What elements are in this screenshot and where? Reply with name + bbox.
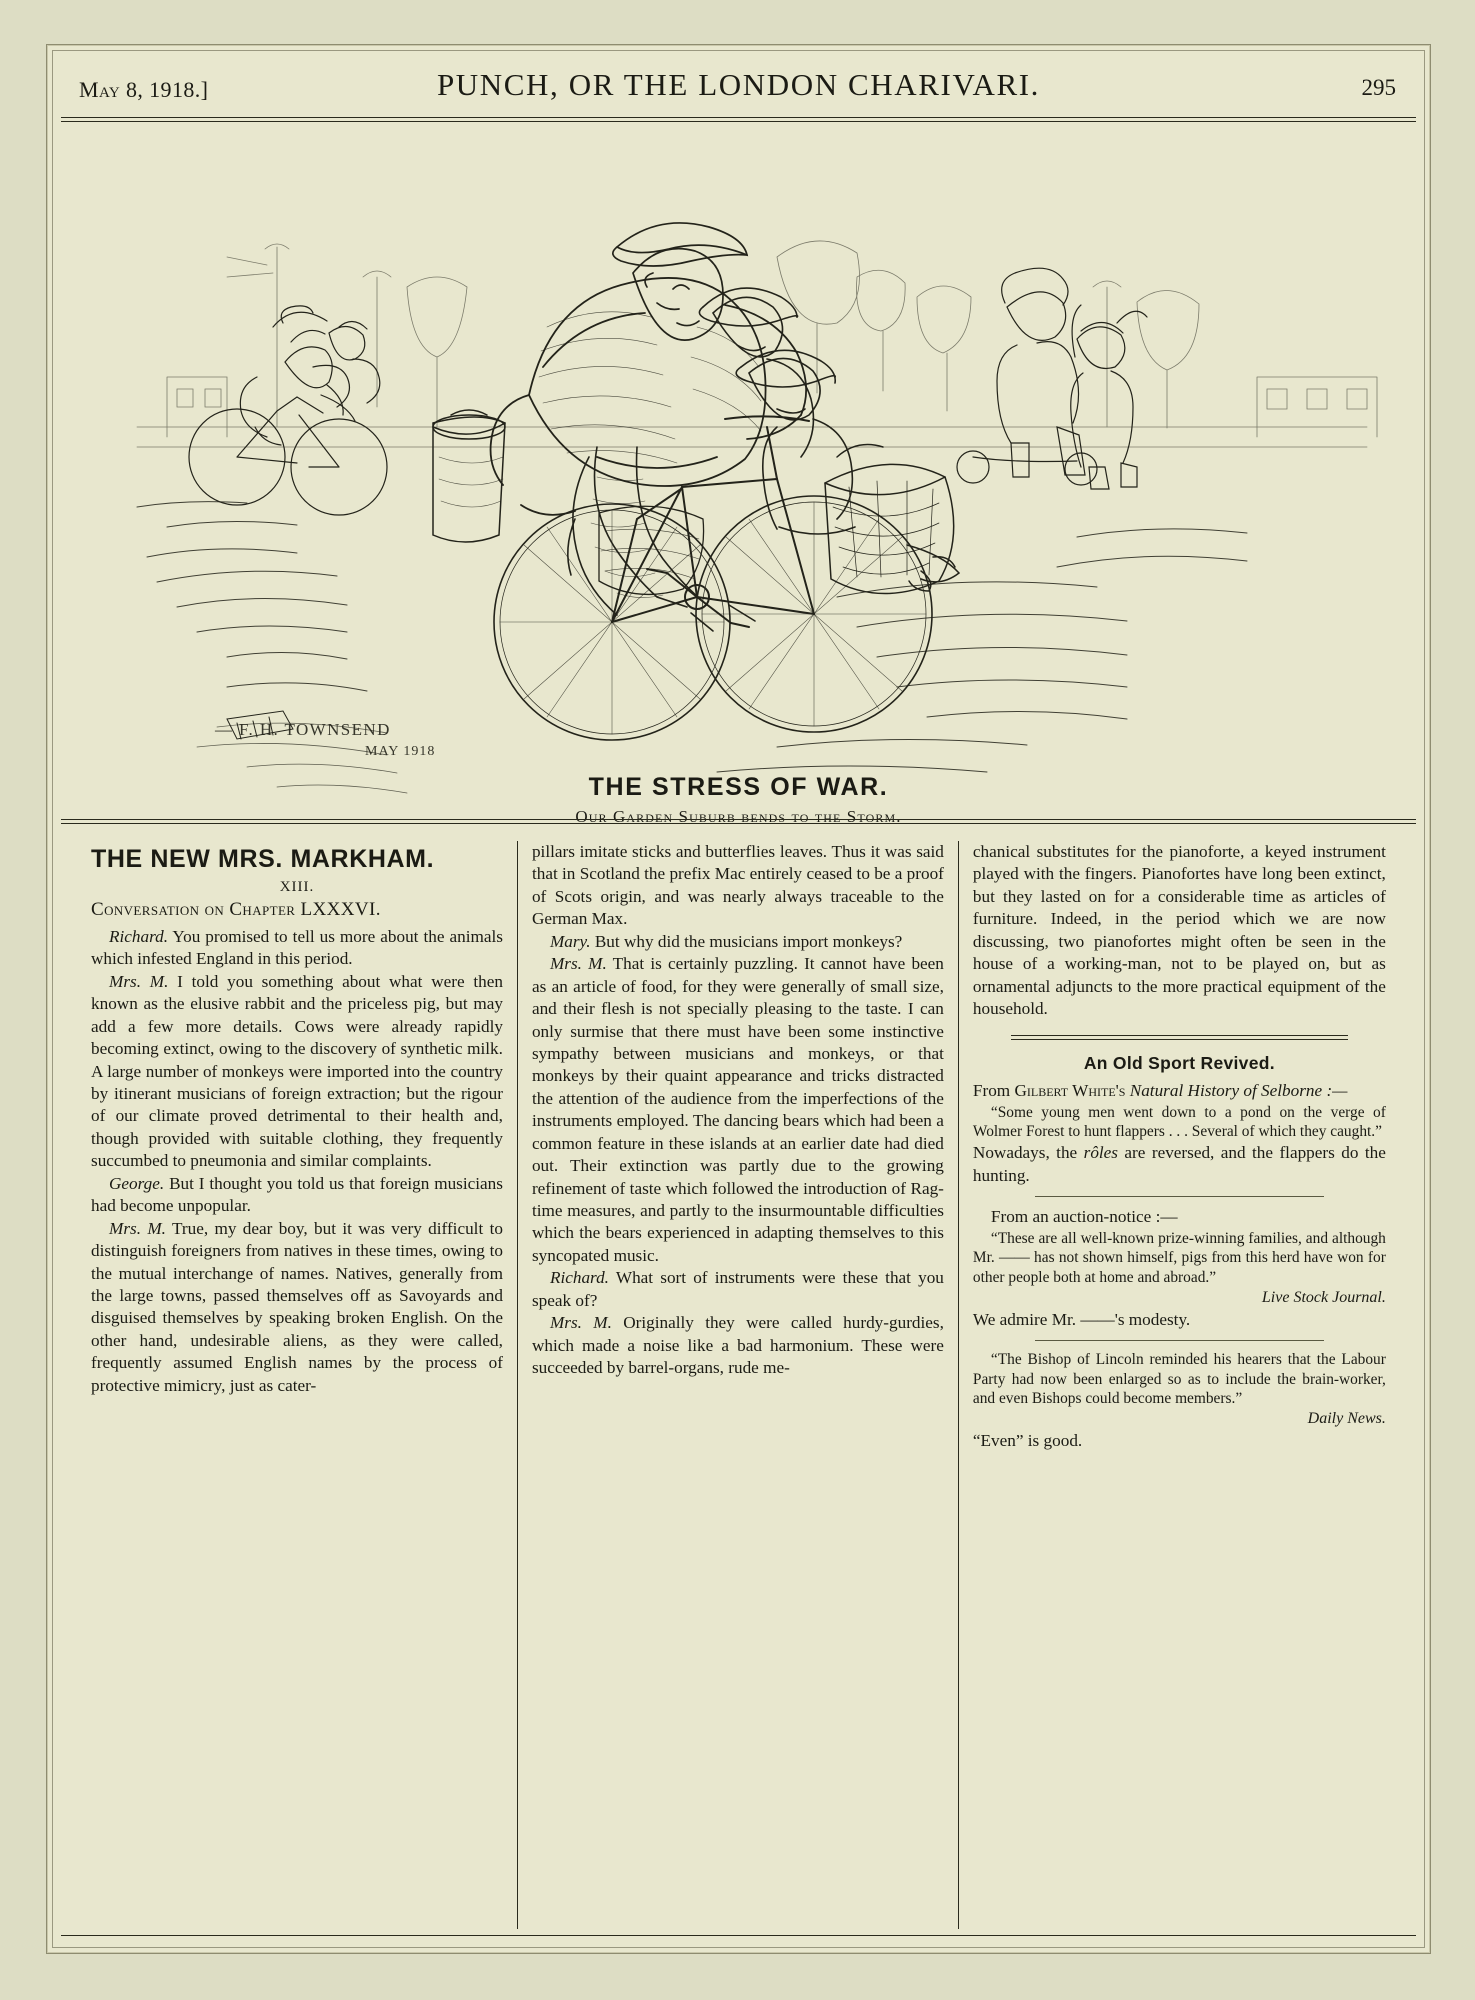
paragraph — [91, 971, 503, 1173]
paragraph — [91, 1218, 503, 1398]
paragraph-text: True, my dear boy, but it was very difficult to distinguish foreigners from natives in these times, owing to the mutual interchange of names. Natives, generally from the large towns, passed themselves off as Savoyards and disguised themselves by speaking broken English. On the other hand, undesirable aliens, as they were called, frequently assumed English names by the process of protective mimicry, just as cater- — [91, 1218, 503, 1395]
paragraph — [532, 953, 944, 1267]
paragraph — [532, 1312, 944, 1379]
filler-heading-old-sport: An Old Sport Revived. — [1083, 1052, 1275, 1073]
paragraph — [91, 926, 503, 971]
section-rule — [61, 819, 1416, 820]
item-divider — [1011, 1035, 1348, 1040]
speaker-name: Mrs. M. — [109, 1218, 166, 1238]
article-headline: THE NEW MRS. MARKHAM. — [91, 845, 435, 873]
svg-text:— F. H. TOWNSEND: — F. H. TOWNSEND — [215, 720, 391, 739]
masthead-rule — [61, 117, 1416, 118]
intro-text: From — [972, 1081, 1015, 1101]
cartoon-caption-subtitle: Our Garden Suburb bends to the Storm. — [575, 807, 902, 826]
comment-text: Nowadays, the — [972, 1143, 1084, 1163]
paragraph-text: I told you something about what were then known as the elusive rabbit and the priceless pig, but may add a few more details. Cows were already rapidly becoming extinct, owing to the discovery of synthetic milk. A large number of monkeys were imported into the country by itinerant musicians of foreign extraction; but the rigour of our climate proved detrimental to their health and, though provided with suitable clothing, they frequently succumbed to pneumonia and similar complaints. — [91, 971, 503, 1171]
paragraph — [91, 1173, 503, 1218]
magazine-page — [46, 44, 1431, 1954]
quoted-extract: “Some young men went down to a pond on the verge of Wolmer Forest to hunt flappers . . . Several of which they caught.” — [972, 1103, 1386, 1141]
cartoon-illustration — [77, 127, 1397, 817]
article-columns — [77, 841, 1400, 1929]
paragraph-text: But why did the musicians import monkeys? — [590, 931, 903, 951]
page-number: 295 — [1361, 75, 1396, 100]
paragraph — [973, 1430, 1386, 1452]
svg-text:MAY 1918: MAY 1918 — [365, 744, 436, 759]
speaker-name: Mrs. M. — [549, 954, 607, 974]
speaker-name: Richard. — [549, 1268, 609, 1288]
quote-attribution: Daily News. — [1307, 1410, 1386, 1428]
paragraph-text: But I thought you told us that foreign musicians had become unpopular. — [91, 1173, 503, 1216]
book-title: Natural History of Selborne :— — [1125, 1081, 1348, 1101]
quoted-extract: “These are all well-known prize-winning families, and although Mr. —— has not shown himself, pigs from this herd have won for other people both at home and abroad.” — [972, 1229, 1386, 1286]
paragraph — [532, 841, 944, 931]
speaker-name: Mrs. M. — [549, 1313, 612, 1333]
auction-intro: From an auction-notice :— — [990, 1207, 1178, 1227]
issue-date: May 8, 1918.] — [79, 77, 209, 102]
italic-word: rôles — [1083, 1143, 1118, 1163]
paragraph-text: You promised to tell us more about the animals which infested England in this period. — [91, 926, 503, 969]
chapter-number: XIII. — [279, 878, 315, 895]
speaker-name: Mary. — [549, 931, 591, 951]
paragraph — [532, 931, 944, 953]
quoted-extract: “The Bishop of Lincoln reminded his hearers that the Labour Party had now been enlarged so as to include the brain-worker, and even Bishops could become members.” — [972, 1350, 1386, 1408]
speaker-name: Mrs. M. — [109, 971, 169, 991]
speaker-name: George. — [109, 1173, 165, 1193]
column-two — [518, 841, 959, 1929]
column-one — [77, 841, 518, 1929]
comment-text: We admire Mr. ——'s modesty. — [972, 1309, 1191, 1329]
column-three — [959, 841, 1400, 1929]
comment-text: “Even” is good. — [972, 1431, 1083, 1451]
paragraph — [973, 1080, 1386, 1102]
paragraph — [973, 841, 1386, 1021]
author-name: Gilbert White's — [1014, 1081, 1126, 1101]
paragraph — [973, 1142, 1386, 1187]
speaker-name: Richard. — [109, 926, 169, 946]
item-divider — [1035, 1340, 1324, 1341]
cartoon-caption-title: THE STRESS OF WAR. — [588, 773, 889, 801]
publication-title: PUNCH, OR THE LONDON CHARIVARI. — [436, 67, 1041, 102]
paragraph-text: What sort of instruments were these that you speak of? — [531, 1268, 944, 1310]
paragraph — [973, 1309, 1386, 1331]
paragraph-text: Originally they were called hurdy-gurdies, which made a noise like a bad harmonium. These were succeeded by barrel-organs, rude me- — [531, 1313, 944, 1378]
masthead — [65, 59, 1412, 115]
paragraph-text: chanical substitutes for the pianoforte, a keyed instrument played with the fingers. Pianofortes have long been extinct, but they lasted on for a considerable time as articles of furniture. Indeed, in the period which we are now discussing, two pianofortes might often be seen in the house of a working-man, not to be played on, but as ornamental adjuncts to the more practical equipment of the household. — [972, 842, 1386, 1019]
conversation-subtitle: Conversation on Chapter LXXXVI. — [91, 899, 381, 921]
paragraph-text: pillars imitate sticks and butterflies leaves. Thus it was said that in Scotland the prefix Mac entirely ceased to be a proof of Scots origin, and was nearly always traceable to the German Max. — [531, 842, 944, 929]
comment-text-end: are reversed, and the flappers do the hunting. — [972, 1143, 1386, 1185]
item-divider — [1035, 1196, 1324, 1197]
paragraph — [532, 1267, 944, 1312]
quote-attribution: Live Stock Journal. — [1261, 1288, 1386, 1306]
paragraph — [973, 1206, 1386, 1228]
bottom-rule — [61, 1935, 1416, 1936]
paragraph-text: That is certainly puzzling. It cannot have been as an article of food, for they were generally of small size, and their flesh is not specially pleasing to the taste. I can only surmise that there must have been some instinctive sympathy between musicians and monkeys, or that monkeys by their quaint appearance and tricks distracted the attention of the audience from the imperfections of the instruments employed. The dancing bears which had been a common feature in these islands at an earlier date had died out. Their extinction was partly due to the growing refinement of taste which followed the introduction of Rag-time measures, and partly to the insurmountable difficulties which the bears experienced in adapting themselves to this syncopated music. — [531, 954, 944, 1265]
